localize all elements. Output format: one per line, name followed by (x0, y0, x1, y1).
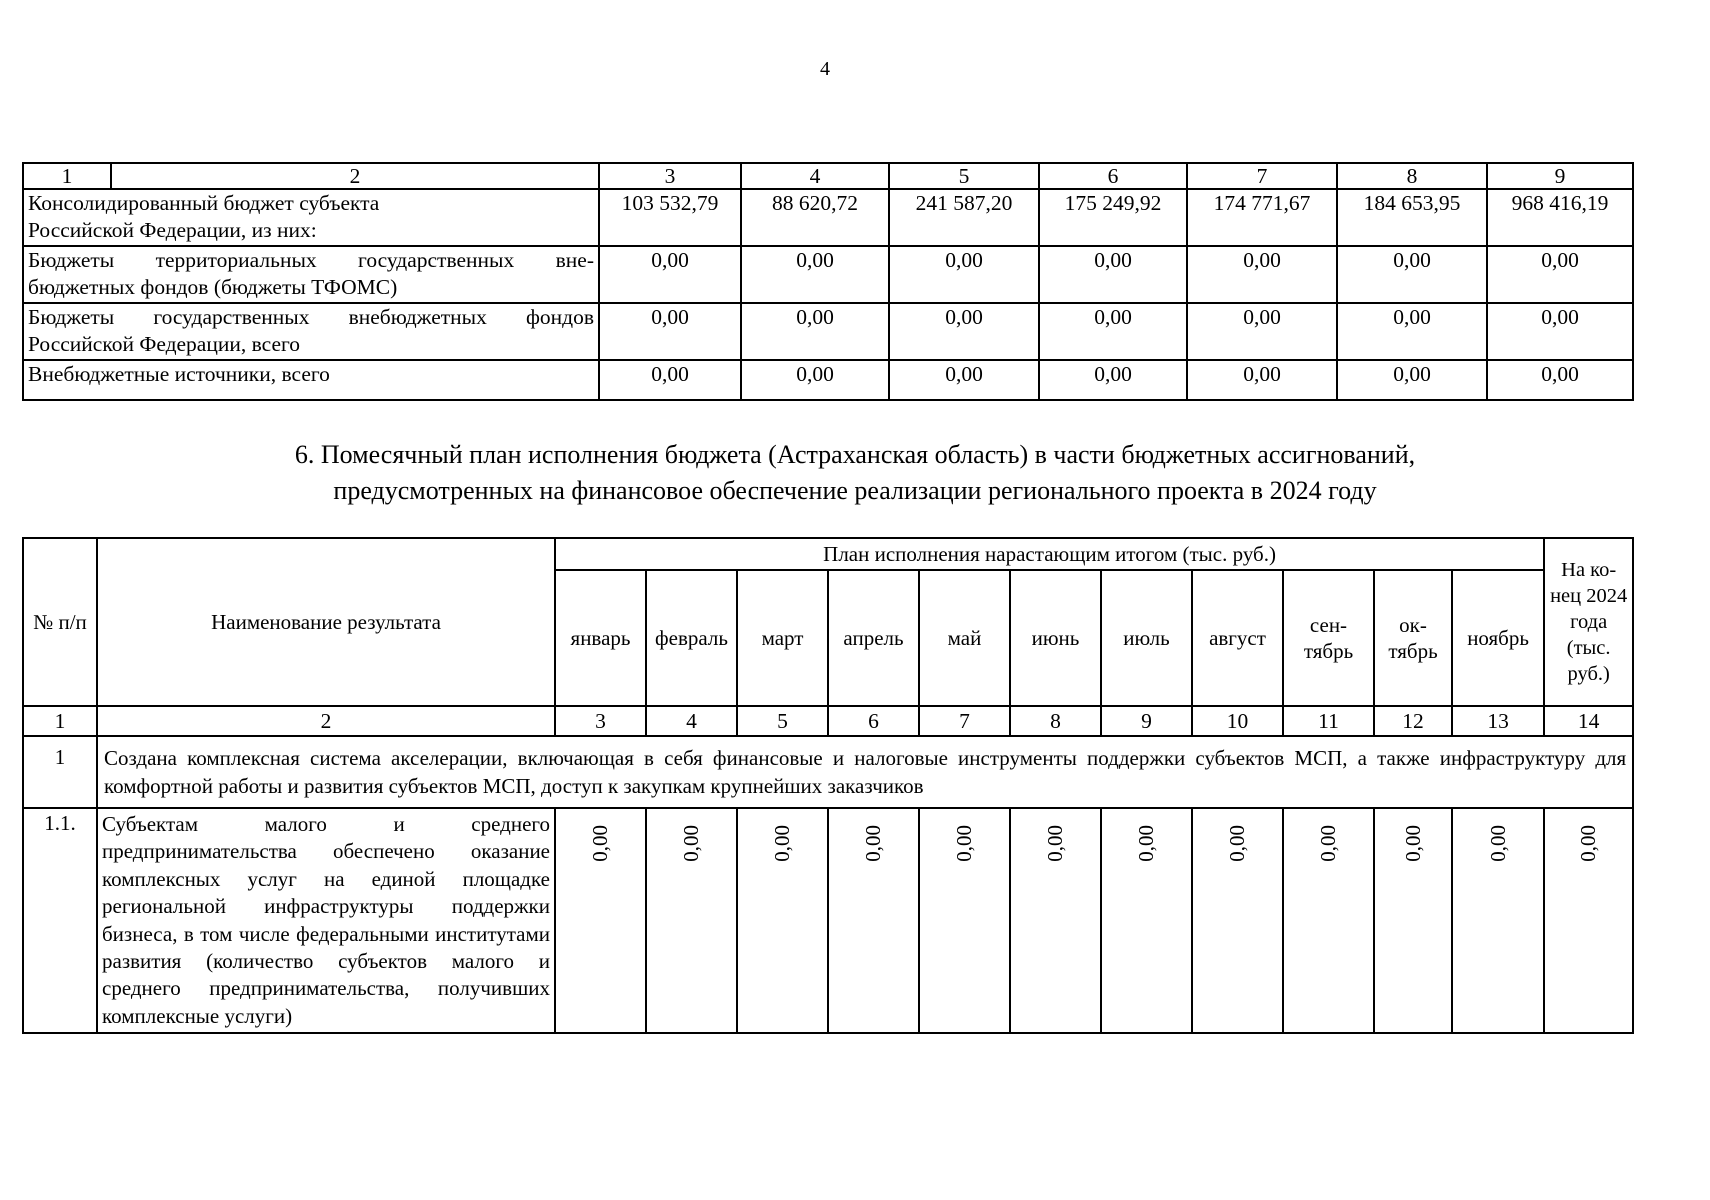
table1-col-number: 5 (889, 163, 1039, 189)
table1-col-number: 9 (1487, 163, 1633, 189)
table-row (23, 189, 1633, 246)
month-header: апрель (828, 570, 919, 706)
table1-col-number: 6 (1039, 163, 1187, 189)
value-cell: 0,00 (599, 246, 741, 303)
month-header: май (919, 570, 1010, 706)
month-header: ок-тябрь (1374, 570, 1452, 706)
value-cell: 0,00 (1039, 246, 1187, 303)
value-cell: 0,00 (889, 360, 1039, 400)
table1-col-number: 1 (23, 163, 111, 189)
value-cell: 0,00 (1487, 303, 1633, 360)
value-cell: 0,00 (1192, 808, 1283, 1033)
row-label: Бюджеты территориальных государственных вне- бюджетных фондов (бюджеты ТФОМС) (23, 246, 599, 303)
value-cell: 175 249,92 (1039, 189, 1187, 246)
result-name: Субъектам малого и среднего предпринимательства обеспечено оказание комплексных услуг на единой площадке региональной инфраструктуры поддержки бизнеса, в том числе федеральными институтами развития (количество субъектов малого и среднего предпринимательства, получивших комплексные услуги) (97, 808, 555, 1033)
col-header-end-year: На ко-нец 2024 года (тыс. руб.) (1544, 538, 1633, 706)
col-number: 5 (737, 706, 828, 736)
col-number: 9 (1101, 706, 1192, 736)
value-cell: 241 587,20 (889, 189, 1039, 246)
value-cell: 0,00 (828, 808, 919, 1033)
month-header: март (737, 570, 828, 706)
value-cell: 0,00 (1101, 808, 1192, 1033)
value-cell: 0,00 (737, 808, 828, 1033)
value-cell: 0,00 (741, 246, 889, 303)
value-cell: 0,00 (1544, 808, 1633, 1033)
month-header: июль (1101, 570, 1192, 706)
table-row (23, 808, 1633, 1033)
value-cell: 0,00 (1010, 808, 1101, 1033)
section-title-line: предусмотренных на финансовое обеспечение реализации регионального проекта в 2024 году (333, 476, 1377, 505)
table-row (23, 360, 1633, 400)
row-number: 1.1. (23, 808, 97, 1033)
value-cell: 0,00 (1187, 360, 1337, 400)
value-cell: 0,00 (555, 808, 646, 1033)
month-header: январь (555, 570, 646, 706)
col-number: 8 (1010, 706, 1101, 736)
value-cell: 0,00 (1487, 246, 1633, 303)
value-cell: 0,00 (1374, 808, 1452, 1033)
month-header: июнь (1010, 570, 1101, 706)
col-number: 2 (97, 706, 555, 736)
table-row (23, 246, 1633, 303)
col-number: 14 (1544, 706, 1633, 736)
monthly-plan-table (22, 537, 1634, 1034)
row-label: Консолидированный бюджет субъекта Российской Федерации, из них: (23, 189, 599, 246)
value-cell: 0,00 (1337, 360, 1487, 400)
table1-header-row (23, 163, 1633, 189)
value-cell: 0,00 (1487, 360, 1633, 400)
table1-col-number: 2 (111, 163, 599, 189)
col-number: 3 (555, 706, 646, 736)
month-header: сен-тябрь (1283, 570, 1374, 706)
table1-col-number: 8 (1337, 163, 1487, 189)
value-cell: 0,00 (1283, 808, 1374, 1033)
value-cell: 968 416,19 (1487, 189, 1633, 246)
col-number: 4 (646, 706, 737, 736)
col-number: 13 (1452, 706, 1544, 736)
col-number: 12 (1374, 706, 1452, 736)
value-cell: 184 653,95 (1337, 189, 1487, 246)
col-header-number: № п/п (23, 538, 97, 706)
col-number: 11 (1283, 706, 1374, 736)
value-cell: 174 771,67 (1187, 189, 1337, 246)
month-header: август (1192, 570, 1283, 706)
month-header: ноябрь (1452, 570, 1544, 706)
value-cell: 0,00 (1337, 303, 1487, 360)
table2-header-row (23, 538, 1633, 570)
plan-header: План исполнения нарастающим итогом (тыс. руб.) (555, 538, 1544, 570)
col-number: 10 (1192, 706, 1283, 736)
col-number: 7 (919, 706, 1010, 736)
value-cell: 0,00 (1452, 808, 1544, 1033)
value-cell: 0,00 (889, 303, 1039, 360)
row-label: Бюджеты государственных внебюджетных фондов Российской Федерации, всего (23, 303, 599, 360)
table1-col-number: 3 (599, 163, 741, 189)
table1-col-number: 7 (1187, 163, 1337, 189)
month-header: февраль (646, 570, 737, 706)
section-title (0, 437, 1710, 509)
value-cell: 0,00 (599, 360, 741, 400)
column-numbers-row (23, 706, 1633, 736)
col-number: 6 (828, 706, 919, 736)
col-number: 1 (23, 706, 97, 736)
value-cell: 0,00 (741, 303, 889, 360)
value-cell: 0,00 (1187, 303, 1337, 360)
group-row (23, 736, 1633, 808)
budget-sources-table (22, 162, 1634, 401)
section-title-line: 6. Помесячный план исполнения бюджета (Астраханская область) в части бюджетных ассигнований, (294, 440, 1416, 469)
value-cell: 88 620,72 (741, 189, 889, 246)
group-text: Создана комплексная система акселерации, включающая в себя финансовые и налоговые инструменты поддержки субъектов МСП, а также инфраструктуру для комфортной работы и развития субъектов МСП, доступ к закупкам крупнейших заказчиков (97, 736, 1633, 808)
value-cell: 103 532,79 (599, 189, 741, 246)
value-cell: 0,00 (599, 303, 741, 360)
value-cell: 0,00 (741, 360, 889, 400)
col-header-name: Наименование результата (97, 538, 555, 706)
table-row (23, 303, 1633, 360)
value-cell: 0,00 (1337, 246, 1487, 303)
value-cell: 0,00 (889, 246, 1039, 303)
row-label: Внебюджетные источники, всего (23, 360, 599, 400)
group-number: 1 (23, 736, 97, 808)
value-cell: 0,00 (1039, 303, 1187, 360)
value-cell: 0,00 (646, 808, 737, 1033)
value-cell: 0,00 (919, 808, 1010, 1033)
value-cell: 0,00 (1039, 360, 1187, 400)
value-cell: 0,00 (1187, 246, 1337, 303)
table1-col-number: 4 (741, 163, 889, 189)
page-number: 4 (820, 58, 830, 80)
